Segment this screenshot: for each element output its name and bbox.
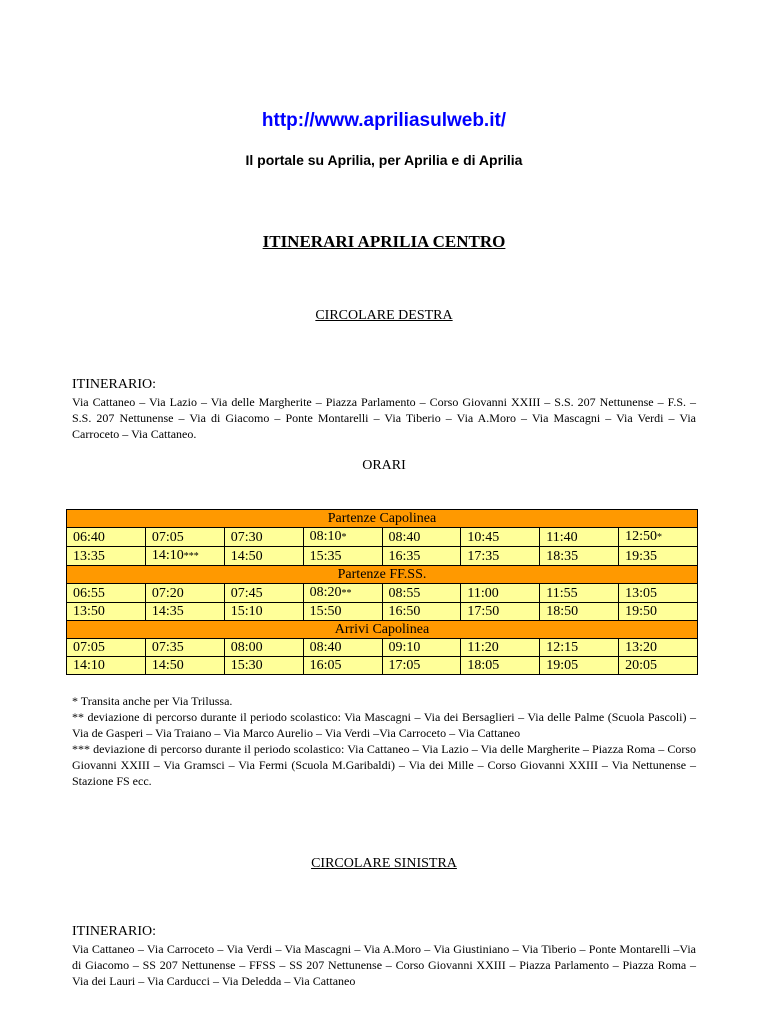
departure-time: 17:35: [467, 548, 500, 564]
schedule-time-cell: [619, 603, 698, 621]
schedule-time-cell: [303, 603, 382, 621]
schedule-time-cell: [224, 603, 303, 621]
departure-time: 07:05: [151, 529, 184, 545]
schedule-row: [67, 528, 698, 547]
schedule-group-header-row: [67, 566, 698, 584]
departure-time: 07:20: [151, 585, 184, 601]
departure-time: 07:35: [151, 640, 184, 655]
departure-time: 13:20: [625, 640, 658, 655]
departure-time: 17:05: [388, 658, 421, 673]
schedule-table: [66, 509, 698, 675]
schedule-time-cell: [145, 528, 224, 547]
orari-heading: ORARI: [362, 458, 406, 473]
schedule-row: [67, 547, 698, 566]
departure-time: 16:35: [388, 548, 421, 564]
departure-time: 13:05: [625, 585, 658, 601]
schedule-time-cell: [461, 528, 540, 547]
schedule-time-cell: [67, 584, 146, 603]
schedule-time-cell: [67, 528, 146, 547]
schedule-time-cell: [224, 547, 303, 566]
schedule-time-cell: [224, 528, 303, 547]
departure-time: 15:50: [309, 604, 342, 619]
schedule-row: [67, 639, 698, 657]
departure-time: 16:50: [388, 604, 421, 619]
departure-time: 18:05: [467, 658, 500, 673]
footnote-single-star: * Transita anche per Via Trilussa.: [72, 694, 233, 708]
schedule-time-cell: [382, 528, 461, 547]
departure-time: 19:05: [546, 658, 579, 673]
departure-time: 12:50: [625, 529, 658, 544]
schedule-group-header: Arrivi Capolinea: [67, 621, 698, 639]
schedule-time-cell: [540, 657, 619, 675]
schedule-time-cell: [224, 657, 303, 675]
departure-time: 11:20: [467, 640, 499, 655]
schedule-time-cell: [540, 528, 619, 547]
footnote-marker: **: [341, 588, 352, 599]
schedule-group-header-row: [67, 621, 698, 639]
schedule-time-cell: [224, 584, 303, 603]
footnote-double-star: ** deviazione di percorso durante il periodo scolastico: Via Mascagni – Via dei Bersaglieri – Via delle Palme (Scuola Pascoli) – Via de Gasperi – Via Traiano – Via Marco Aurelio – Via Verdi –Via Carroceto – Via Cattaneo: [72, 710, 696, 740]
schedule-time-cell: [145, 639, 224, 657]
schedule-time-cell: [67, 639, 146, 657]
departure-time: 18:35: [546, 548, 579, 564]
departure-time: 08:00: [230, 640, 263, 655]
schedule-time-cell: [145, 547, 224, 566]
footnote-marker: *: [657, 532, 663, 543]
departure-time: 17:50: [467, 604, 500, 619]
schedule-row: [67, 584, 698, 603]
footnote-triple-star: *** deviazione di percorso durante il periodo scolastico: Via Cattaneo – Via Lazio – Via delle Margherite – Piazza Roma – Corso Giovanni XXIII – Via Gramsci – Via Fermi (Scuola M.Garibaldi) – Via dei Mille – Corso Giovanni XXIII – Via Nettunense – Stazione FS ecc.: [72, 742, 696, 788]
schedule-time-cell: [382, 547, 461, 566]
departure-time: 15:10: [230, 604, 263, 619]
schedule-row: [67, 603, 698, 621]
schedule-time-cell: [382, 584, 461, 603]
departure-time: 12:15: [546, 640, 579, 655]
departure-time: 14:10: [151, 548, 184, 563]
departure-time: 08:10: [309, 529, 342, 544]
departure-time: 16:05: [309, 658, 342, 673]
footnotes: [72, 693, 696, 789]
departure-time: 11:40: [546, 529, 578, 545]
departure-time: 19:35: [625, 548, 658, 564]
schedule-time-cell: [619, 547, 698, 566]
departure-time: 13:35: [73, 548, 105, 564]
itinerary-label-destra: ITINERARIO:: [72, 377, 156, 392]
schedule-time-cell: [619, 657, 698, 675]
footnote-marker: *: [341, 532, 347, 543]
schedule-time-cell: [303, 584, 382, 603]
schedule-time-cell: [461, 603, 540, 621]
itinerary-text-destra: Via Cattaneo – Via Lazio – Via delle Margherite – Piazza Parlamento – Corso Giovanni XXIII – S.S. 207 Nettunense – F.S. – S.S. 207 Nettunense – Via di Giacomo – Ponte Montarelli – Via Tiberio – Via A.Moro – Via Mascagni – Via Verdi – Via Carroceto – Via Cattaneo.: [72, 395, 696, 441]
departure-time: 08:55: [388, 585, 421, 601]
schedule-group-header: Partenze FF.SS.: [67, 566, 698, 584]
schedule-row: [67, 657, 698, 675]
schedule-time-cell: [540, 584, 619, 603]
schedule-time-cell: [382, 657, 461, 675]
schedule-group-header: Partenze Capolinea: [67, 510, 698, 528]
departure-time: 07:30: [230, 529, 263, 545]
schedule-time-cell: [540, 547, 619, 566]
schedule-time-cell: [461, 657, 540, 675]
site-url-link[interactable]: http://www.apriliasulweb.it/: [261, 110, 507, 131]
departure-time: 10:45: [467, 529, 500, 545]
schedule-time-cell: [67, 657, 146, 675]
departure-time: 14:10: [73, 658, 105, 673]
itinerary-text-sinistra: Via Cattaneo – Via Carroceto – Via Verdi – Via Mascagni – Via A.Moro – Via Giustiniano – Via Tiberio – Ponte Montarelli –Via di Giacomo – SS 207 Nettunense – FFSS – SS 207 Nettunense – Corso Giovanni XXIII – Piazza Parlamento – Piazza Roma – Via dei Lauri – Via Carducci – Via Deledda – Via Cattaneo: [72, 942, 696, 988]
schedule-time-cell: [619, 584, 698, 603]
schedule-time-cell: [303, 547, 382, 566]
schedule-time-cell: [303, 639, 382, 657]
schedule-time-cell: [303, 657, 382, 675]
schedule-time-cell: [461, 639, 540, 657]
departure-time: 08:20: [309, 585, 342, 600]
schedule-time-cell: [67, 603, 146, 621]
departure-time: 11:55: [546, 585, 578, 601]
section-heading-circolare-sinistra: CIRCOLARE SINISTRA: [311, 856, 457, 871]
schedule-time-cell: [224, 639, 303, 657]
departure-time: 11:00: [467, 585, 499, 601]
schedule-time-cell: [619, 528, 698, 547]
departure-time: 06:40: [73, 529, 105, 545]
departure-time: 14:50: [230, 548, 263, 564]
schedule-time-cell: [382, 603, 461, 621]
section-heading-circolare-destra: CIRCOLARE DESTRA: [315, 308, 453, 323]
departure-time: 15:35: [309, 548, 342, 564]
schedule-time-cell: [461, 584, 540, 603]
departure-time: 07:05: [73, 640, 105, 655]
schedule-time-cell: [303, 528, 382, 547]
departure-time: 08:40: [388, 529, 421, 545]
schedule-group-header-row: [67, 510, 698, 528]
departure-time: 14:35: [151, 604, 184, 619]
departure-time: 14:50: [151, 658, 184, 673]
schedule-time-cell: [67, 547, 146, 566]
schedule-time-cell: [145, 584, 224, 603]
departure-time: 18:50: [546, 604, 579, 619]
schedule-time-cell: [540, 603, 619, 621]
departure-time: 13:50: [73, 604, 105, 619]
schedule-time-cell: [145, 603, 224, 621]
page-title: ITINERARI APRILIA CENTRO: [262, 232, 506, 251]
schedule-time-cell: [382, 639, 461, 657]
departure-time: 20:05: [625, 658, 658, 673]
footnote-marker: ***: [183, 551, 199, 562]
departure-time: 08:40: [309, 640, 342, 655]
schedule-time-cell: [540, 639, 619, 657]
itinerary-label-sinistra: ITINERARIO:: [72, 924, 156, 939]
departure-time: 07:45: [230, 585, 263, 601]
schedule-time-cell: [461, 547, 540, 566]
departure-time: 19:50: [625, 604, 658, 619]
schedule-time-cell: [619, 639, 698, 657]
departure-time: 15:30: [230, 658, 263, 673]
departure-time: 06:55: [73, 585, 105, 601]
site-tagline: Il portale su Aprilia, per Aprilia e di Aprilia: [245, 152, 523, 168]
departure-time: 09:10: [388, 640, 421, 655]
schedule-time-cell: [145, 657, 224, 675]
